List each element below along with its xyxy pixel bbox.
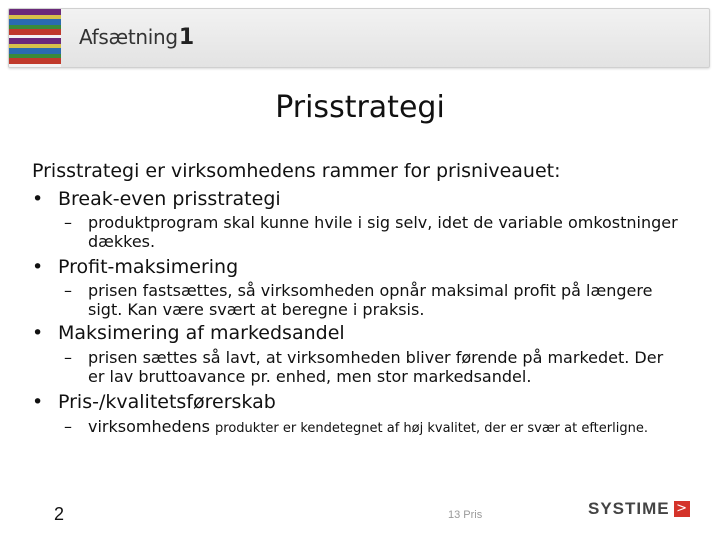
dash-icon: – [64,281,72,300]
logo-number: 1 [178,25,194,50]
bullet-item-kvalitet [32,391,276,413]
bullet-icon: • [32,322,44,344]
sub-item-text: prisen fastsættes, så virksomheden opnår maksimal profit på længere sigt. Kan være svært at beregne i praksis. [88,281,653,319]
page-number: 2 [54,504,65,524]
header-bar [8,8,710,68]
sub-item-break-even [64,213,684,251]
brand-logo [588,498,690,520]
brand-arrow-icon: > [674,501,690,517]
sub-item-small-text: produkter er kendetegnet af høj kvalitet, der er svær at efterligne. [215,421,648,436]
bullet-label: Pris-/kvalitetsførerskab [58,391,276,413]
sub-item-markedsandel [64,348,684,386]
brand-text: SYSTIME [588,499,670,518]
dash-icon: – [64,348,72,367]
sub-item-text: produktprogram skal kunne hvile i sig selv, idet de variable omkostninger dækkes. [88,213,678,251]
stripe-logo-icon [9,9,61,67]
sub-item-profit [64,281,684,319]
bullet-label: Profit-maksimering [58,256,239,278]
bullet-item-break-even [32,188,281,210]
bullet-label: Break-even prisstrategi [58,188,281,210]
bullet-icon: • [32,188,44,210]
sub-item-kvalitet [64,417,684,438]
bullet-icon: • [32,256,44,278]
dash-icon: – [64,213,72,232]
bullet-icon: • [32,391,44,413]
sub-item-main-text: virksomhedens [88,417,210,436]
sub-item-text: prisen sættes så lavt, at virksomheden bliver førende på markedet. Der er lav bruttoavance pr. enhed, men stor markedsandel. [88,348,664,386]
bullet-item-profit [32,256,238,278]
footer-chapter-text: 13 Pris [448,509,483,521]
intro-text: Prisstrategi er virksomhedens rammer for prisniveauet: [32,160,561,182]
logo-text: Afsætning [79,25,178,49]
slide-title: Prisstrategi [275,90,445,125]
bullet-item-markedsandel [32,322,345,344]
bullet-label: Maksimering af markedsandel [58,322,345,344]
sub-item-text [64,417,684,438]
book-logo [79,25,194,50]
dash-icon: – [64,417,72,436]
